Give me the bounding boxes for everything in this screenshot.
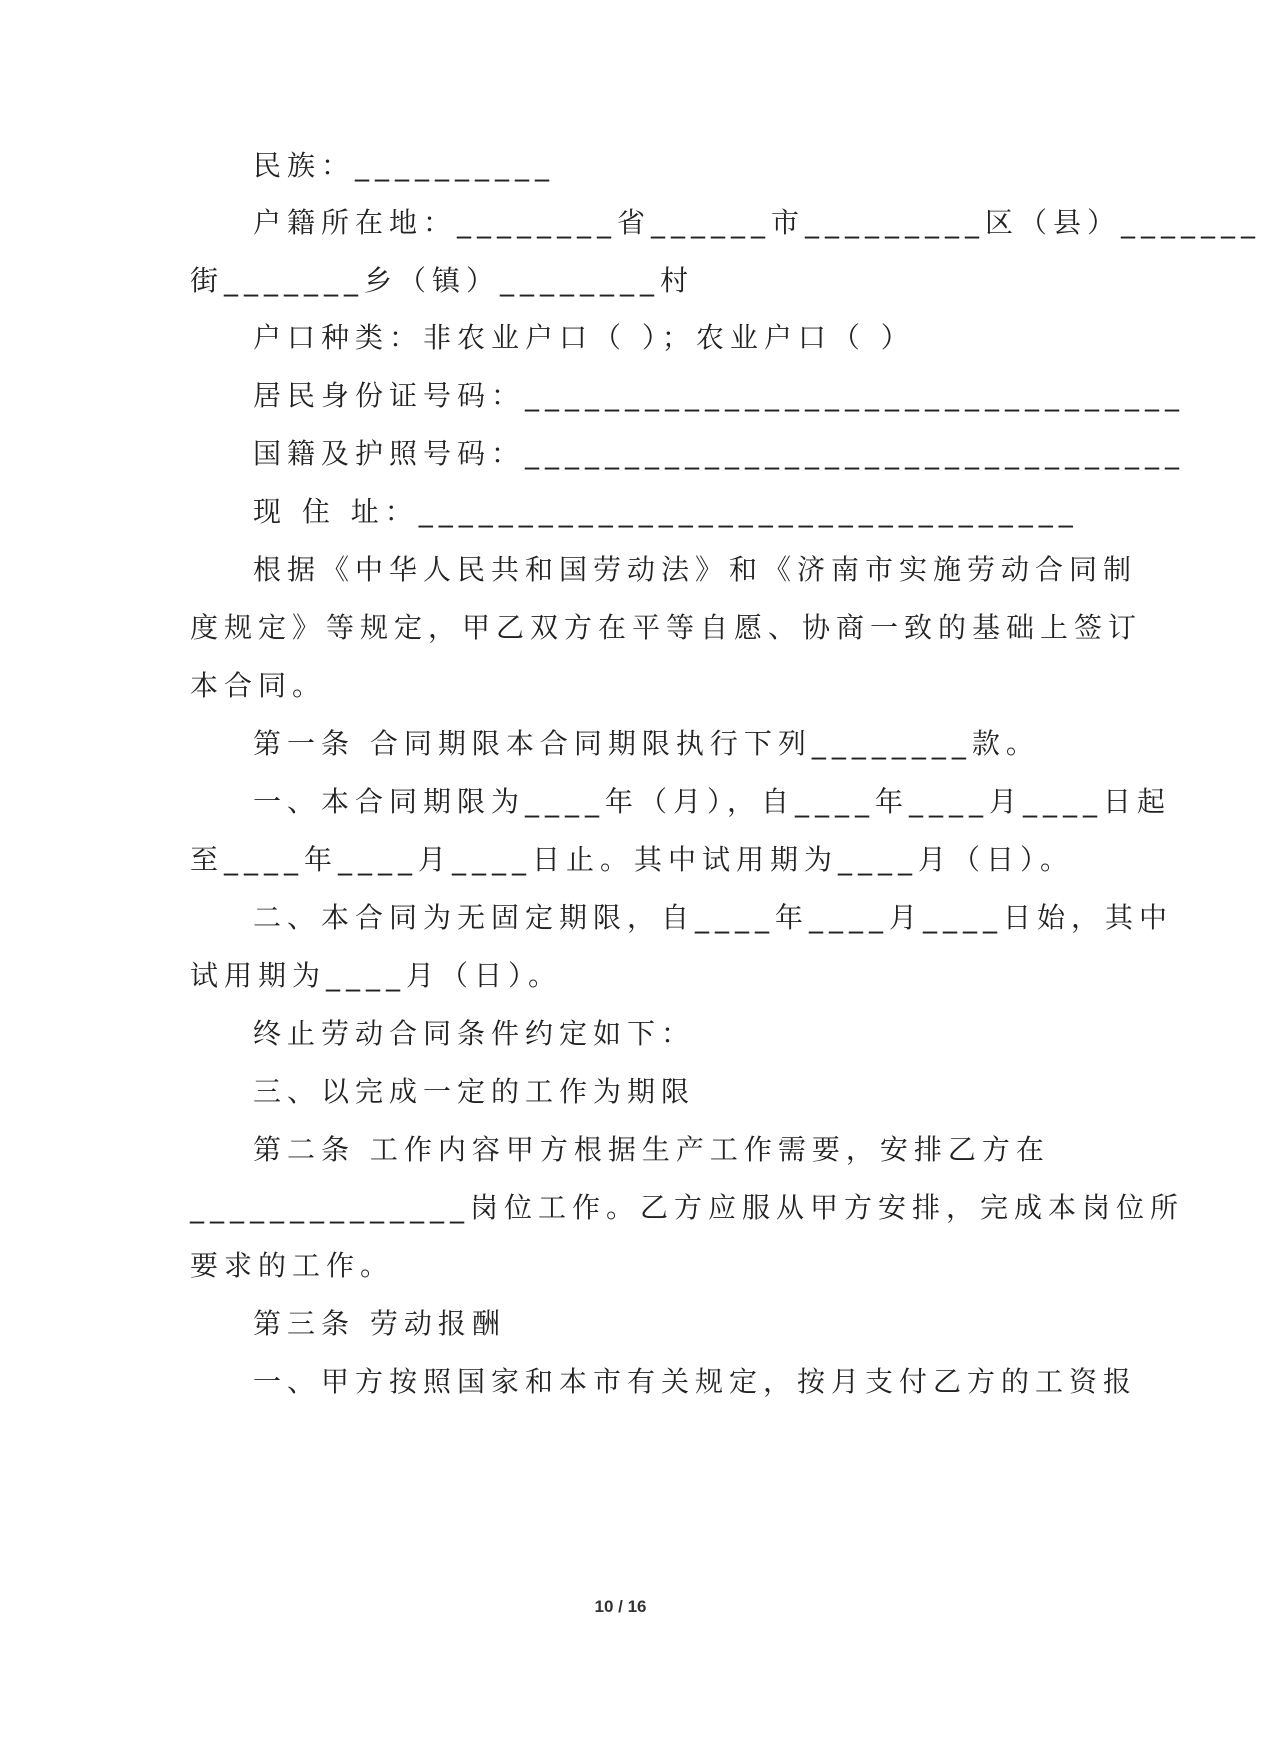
article-2-heading: 第二条 工作内容甲方根据生产工作需要，安排乙方在 xyxy=(253,1133,1050,1166)
article-3-heading: 第三条 劳动报酬 xyxy=(253,1307,506,1340)
article-1-clause-1: 一、本合同期限为____年（月），自____年____月____日起 xyxy=(253,785,1172,818)
paragraph-basis: 根据《中华人民共和国劳动法》和《济南市实施劳动合同制 xyxy=(253,553,1138,586)
paragraph-basis-cont-1: 度规定》等规定，甲乙双方在平等自愿、协商一致的基础上签订 xyxy=(190,611,1143,644)
field-current-address: 现 住 址：_________________________________ xyxy=(253,495,1079,528)
article-2-cont-2: 要求的工作。 xyxy=(190,1249,395,1282)
field-household-type: 户口种类：非农业户口（ ）；农业户口（ ） xyxy=(253,321,915,354)
field-household-location-cont: 街_______乡（镇）________村 xyxy=(190,264,695,297)
article-1-heading: 第一条 合同期限本合同期限执行下列________款。 xyxy=(253,727,1040,760)
field-ethnicity: 民族：__________ xyxy=(253,149,556,182)
paragraph-basis-cont-2: 本合同。 xyxy=(190,669,327,702)
article-2-cont-1: ______________岗位工作。乙方应服从甲方安排，完成本岗位所 xyxy=(190,1191,1185,1224)
page-number: 10 / 16 xyxy=(594,1597,647,1616)
termination-conditions: 终止劳动合同条件约定如下： xyxy=(253,1017,696,1050)
article-3-clause-1: 一、甲方按照国家和本市有关规定，按月支付乙方的工资报 xyxy=(253,1365,1138,1398)
field-household-location: 户籍所在地：________省______市_________区（县）_______ xyxy=(253,206,1261,239)
article-1-clause-2: 二、本合同为无固定期限，自____年____月____日始，其中 xyxy=(253,901,1174,934)
field-id-number: 居民身份证号码：_________________________________ xyxy=(253,379,1186,412)
article-1-clause-1-cont: 至____年____月____日止。其中试用期为____月（日）。 xyxy=(190,843,1075,876)
article-1-clause-3: 三、以完成一定的工作为期限 xyxy=(253,1075,696,1108)
article-1-clause-2-cont: 试用期为____月（日）。 xyxy=(190,959,563,992)
field-nationality-passport: 国籍及护照号码：_________________________________ xyxy=(253,437,1186,470)
